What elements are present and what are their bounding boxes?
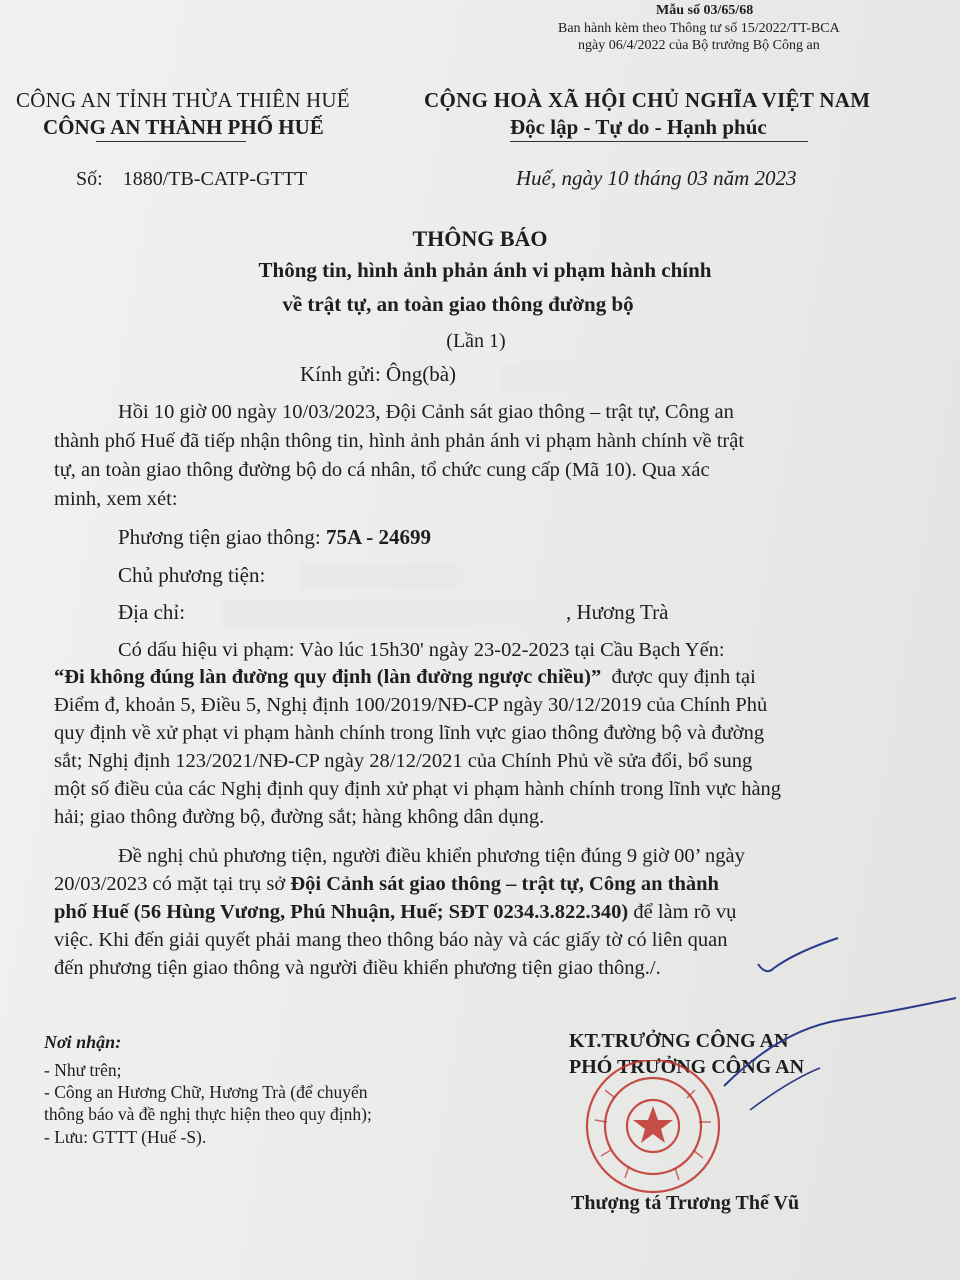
agency-underline [96, 141, 246, 142]
recipient-label: Kính gửi: Ông(bà) [300, 362, 457, 386]
violation-quote-line [54, 666, 756, 689]
form-code: Mẫu số 03/65/68 [656, 3, 754, 18]
document-number-value: 1880/TB-CATP-GTTT [122, 168, 308, 190]
violation-line-5: hải; giao thông đường bộ, đường sắt; hàng không dân dụng. [54, 806, 545, 828]
redacted-recipient-name [500, 364, 650, 390]
form-reference-line-2: ngày 06/4/2022 của Bộ trưởng Bộ Công an [578, 38, 820, 53]
redacted-address [223, 600, 568, 627]
recipient-item-3: thông báo và đề nghị thực hiện theo quy định); [44, 1104, 372, 1124]
request-line-5: đến phương tiện giao thông và người điều khiển phương tiện giao thông./. [54, 957, 661, 979]
violation-line-1: Điểm đ, khoản 5, Điều 5, Nghị định 100/2019/NĐ-CP ngày 30/12/2019 của Chính Phủ [54, 694, 768, 716]
request-line-3-end: để làm rõ vụ [628, 901, 737, 923]
request-line-1: Đề nghị chủ phương tiện, người điều khiển phương tiện đúng 9 giờ 00’ ngày [118, 845, 745, 867]
request-line-2-start: 20/03/2023 có mặt tại trụ sở [54, 873, 291, 895]
intro-line-2: thành phố Huế đã tiếp nhận thông tin, hình ảnh phản ánh vi phạm hành chính về trật [54, 430, 745, 452]
address-label: Địa chỉ: [118, 600, 186, 624]
request-office: Đội Cảnh sát giao thông – trật tự, Công an thành [290, 873, 719, 895]
owner-line [118, 563, 265, 588]
national-motto: Độc lập - Tự do - Hạnh phúc [510, 115, 767, 139]
redacted-owner-name [300, 563, 462, 589]
recipient-item-1: - Như trên; [44, 1060, 122, 1080]
owner-label: Chủ phương tiện: [118, 563, 266, 587]
notice-round: (Lần 1) [446, 330, 506, 352]
recipients-title: Nơi nhận: [44, 1032, 122, 1052]
document-number-label: Số: [76, 168, 103, 190]
document-subtitle-line-2: về trật tự, an toàn giao thông đường bộ [282, 292, 634, 316]
violation-quote: “Đi không đúng làn đường quy định (làn đường ngược chiều)” [54, 666, 602, 688]
recipient-item-2: - Công an Hương Chữ, Hương Trà (để chuyển [44, 1082, 368, 1102]
address-line [118, 600, 185, 625]
intro-line-1: Hồi 10 giờ 00 ngày 10/03/2023, Đội Cảnh sát giao thông – trật tự, Công an [118, 401, 734, 423]
vehicle-plate: 75A - 24699 [325, 525, 431, 549]
handwritten-tick-mark [746, 932, 846, 982]
intro-line-4: minh, xem xét: [54, 488, 178, 510]
agency-name: CÔNG AN THÀNH PHỐ HUẾ [43, 115, 324, 139]
recipient-item-4: - Lưu: GTTT (Huế -S). [44, 1127, 207, 1147]
violation-quote-tail: được quy định tại [611, 666, 756, 688]
violation-line-2: quy định về xử phạt vi phạm hành chính trong lĩnh vực giao thông đường bộ và đường [54, 722, 765, 744]
place-and-date: Huế, ngày 10 tháng 03 năm 2023 [516, 166, 797, 190]
violation-line-4: một số điều của các Nghị định quy định xử phạt vi phạm hành chính trong lĩnh vực hàng [54, 778, 782, 800]
request-office-address: phố Huế (56 Hùng Vương, Phú Nhuận, Huế; SĐT 0234.3.822.340) [54, 901, 629, 923]
request-line-4: việc. Khi đến giải quyết phải mang theo thông báo này và các giấy tờ có liên quan [54, 929, 728, 951]
handwritten-signature [720, 990, 960, 1120]
signer-name: Thượng tá Trương Thế Vũ [571, 1192, 800, 1214]
recipient-line [300, 362, 456, 387]
form-reference-line-1: Ban hành kèm theo Thông tư số 15/2022/TT-BCA [558, 21, 840, 36]
vehicle-label: Phương tiện giao thông: [118, 525, 321, 549]
vehicle-line [118, 525, 431, 550]
violation-line-3: sắt; Nghị định 123/2021/NĐ-CP ngày 28/12/2021 của Chính Phủ về sửa đổi, bổ sung [54, 750, 753, 772]
official-seal-stamp [565, 1060, 735, 1200]
agency-parent: CÔNG AN TỈNH THỪA THIÊN HUẾ [16, 88, 350, 112]
request-line-3 [54, 901, 736, 924]
violation-lead: Có dấu hiệu vi phạm: Vào lúc 15h30' ngày 23-02-2023 tại Cầu Bạch Yến: [118, 639, 725, 661]
request-line-2 [54, 873, 719, 896]
document-title: THÔNG BÁO [412, 226, 548, 251]
signature-title-line-1: KT.TRƯỞNG CÔNG AN [569, 1030, 789, 1052]
document-subtitle-line-1: Thông tin, hình ảnh phản ánh vi phạm hành chính [258, 258, 712, 282]
motto-underline [510, 141, 808, 142]
country-name: CỘNG HOÀ XÃ HỘI CHỦ NGHĨA VIỆT NAM [424, 88, 871, 112]
intro-line-3: tự, an toàn giao thông đường bộ do cá nhân, tổ chức cung cấp (Mã 10). Qua xác [54, 459, 710, 481]
signature-title-line-2: PHÓ TRƯỞNG CÔNG AN [569, 1056, 805, 1078]
address-tail: , Hương Trà [566, 600, 669, 624]
document-number [76, 168, 307, 191]
